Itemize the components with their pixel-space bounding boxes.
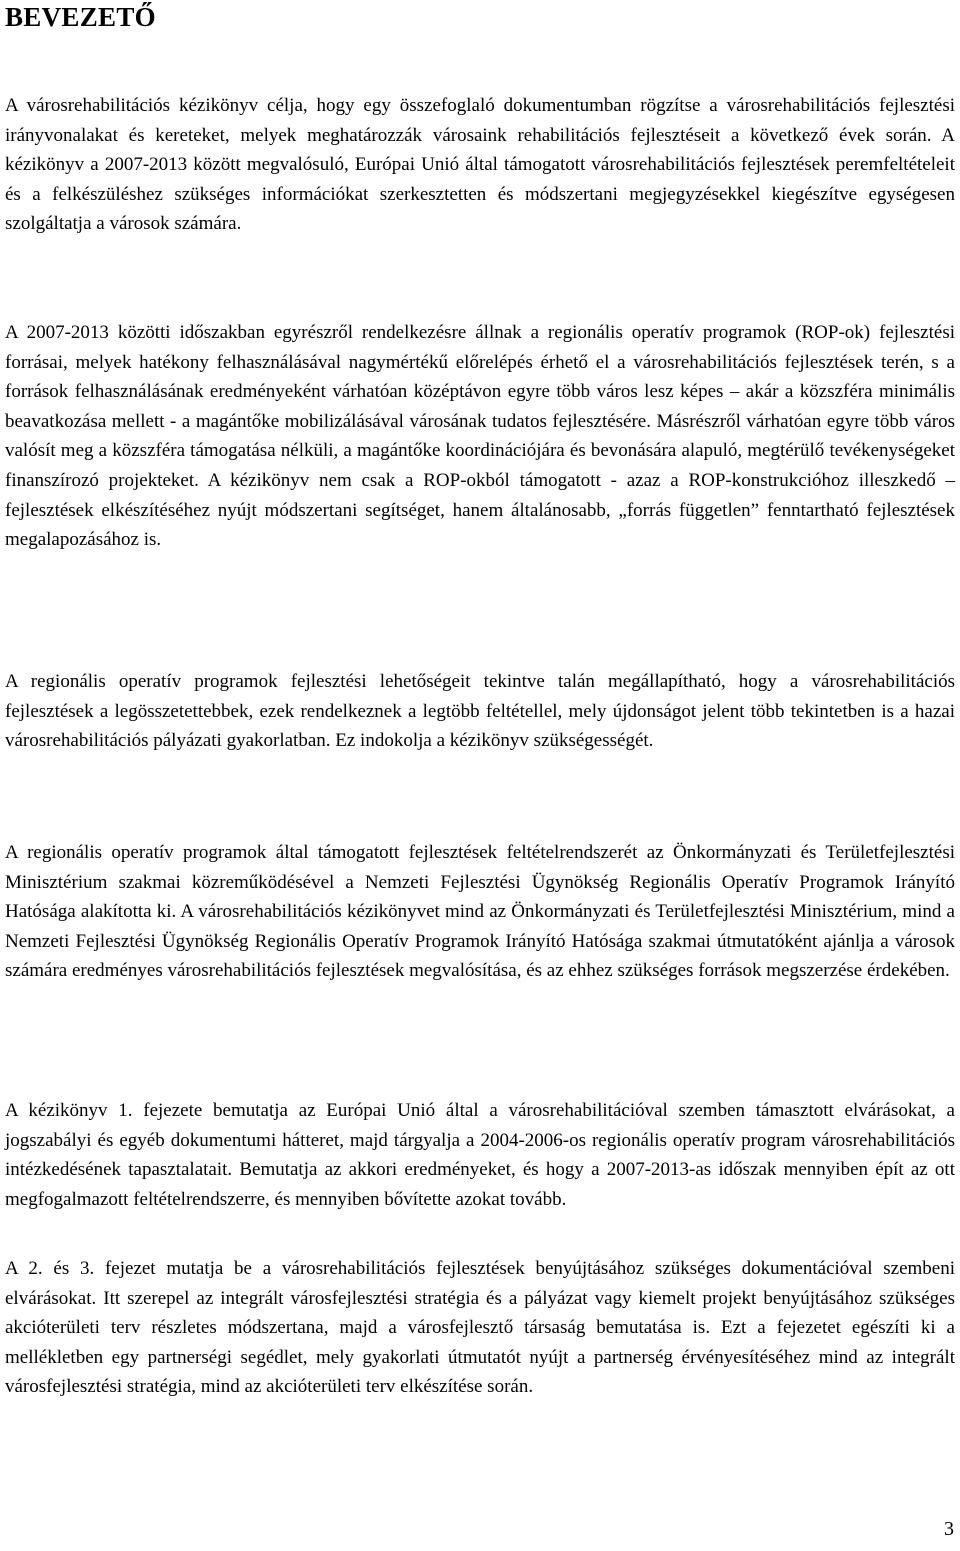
section-heading: BEVEZETŐ xyxy=(5,2,156,32)
paragraph-conditions: A regionális operatív programok által támogatott fejlesztések feltételrendszerét az Önkormányzati és Területfejlesztési Minisztérium szakmai közreműködésével a Nemzeti Fejlesztési Ügynökség Regionális Operatív Programok Irányító Hatósága alakította ki. A városrehabilitációs kézikönyvet mind az Önkormányzati és Területfejlesztési Minisztérium, mind a Nemzeti Fejlesztési Ügynökség Regionális Operatív Programok Irányító Hatósága szakmai útmutatóként ajánlja a városok számára eredményes városrehabilitációs fejlesztések megvalósítása, és az ehhez szükséges források megszerzése érdekében. xyxy=(5,842,955,982)
paragraph-chapter-1: A kézikönyv 1. fejezete bemutatja az Európai Unió által a városrehabilitációval szemben támasztott elvárásokat, a jogszabályi és egyéb dokumentumi hátteret, majd tárgyalja a 2004-2006-os regionális operatív program városrehabilitációs intézkedésének tapasztalatait. Bemutatja az akkori eredményeket, és hogy a 2007-2013-as időszak mennyiben épít az ott megfogalmazott feltételrendszerre, és mennyiben bővítette azokat tovább. xyxy=(5,1100,955,1210)
paragraph-chapters-2-3: A 2. és 3. fejezet mutatja be a városrehabilitációs fejlesztések benyújtásához szükséges dokumentációval szembeni elvárásokat. Itt szerepel az integrált városfejlesztési stratégia és a pályázat vagy kiemelt projekt benyújtásához szükséges akcióterületi terv részletes módszertana, majd a városfejlesztő társaság bemutatása is. Ezt a fejezetet egészíti ki a mellékletben egy partnerségi segédlet, mely gyakorlati útmutatót nyújt a partnerség érvényesítéséhez mind az integrált városfejlesztési stratégia, mind az akcióterületi terv elkészítése során. xyxy=(5,1258,955,1398)
page-number: 3 xyxy=(944,1518,954,1540)
paragraph-purpose: A városrehabilitációs kézikönyv célja, hogy egy összefoglaló dokumentumban rögzítse a városrehabilitációs fejlesztési irányvonalakat és kereteket, melyek meghatározzák városaink rehabilitációs fejlesztéseit a következő évek során. A kézikönyv a 2007-2013 között megvalósuló, Európai Unió által támogatott városrehabilitációs fejlesztések peremfeltételeit és a felkészüléshez szükséges információkat szerkesztetten és módszertani megjegyzésekkel kiegészítve egységesen szolgáltatja a városok számára. xyxy=(5,95,955,235)
paragraph-rop-period: A 2007-2013 közötti időszakban egyrészről rendelkezésre állnak a regionális operatív programok (ROP-ok) fejlesztési forrásai, melyek hatékony felhasználásával nagymértékű előrelépés érhető el a városrehabilitációs fejlesztések terén, s a források felhasználásának eredményeként várhatóan középtávon egyre több város lesz képes – akár a közszféra minimális beavatkozása mellett - a magántőke mobilizálásával városának tudatos fejlesztésére. Másrészről várhatóan egyre több város valósít meg a közszféra támogatása nélküli, a magántőke koordinációjára és bevonására alapuló, megtérülő tevékenységeket finanszírozó projekteket. A kézikönyv nem csak a ROP-okból támogatott - azaz a ROP-konstrukcióhoz illeszkedő – fejlesztések elkészítéséhez nyújt módszertani segítséget, hanem általánosabb, „forrás független” fenntartható fejlesztések megalapozásához is. xyxy=(5,322,955,551)
paragraph-complexity: A regionális operatív programok fejlesztési lehetőségeit tekintve talán megállapítható, hogy a városrehabilitációs fejlesztések a legösszetettebbek, ezek rendelkeznek a legtöbb feltétellel, mely újdonságot jelent több tekintetben is a hazai városrehabilitációs pályázati gyakorlatban. Ez indokolja a kézikönyv szükségességét. xyxy=(5,671,955,752)
